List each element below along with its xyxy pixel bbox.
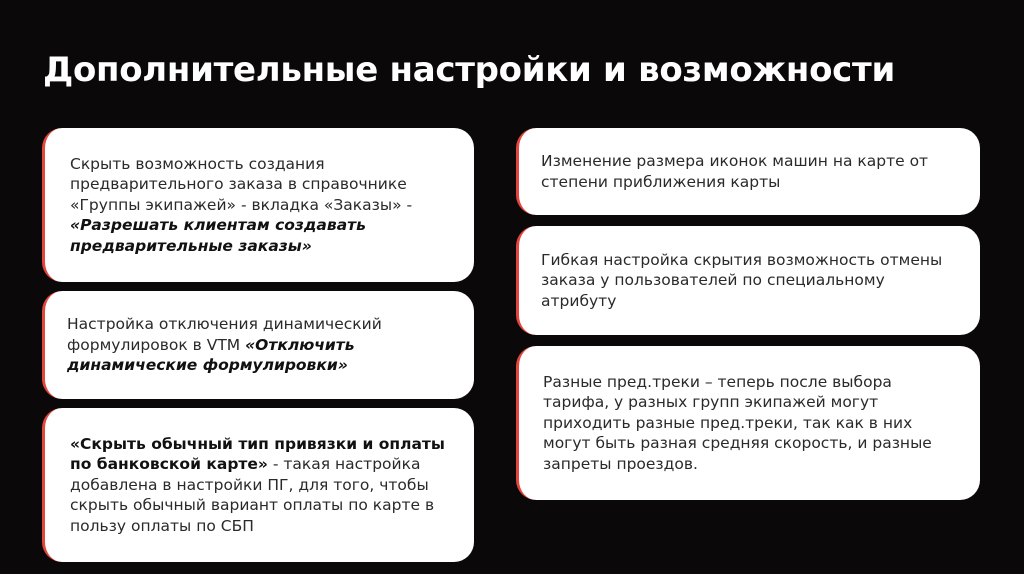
feature-card-cancel-order (516, 226, 980, 335)
feature-description: Скрыть возможность создания предварительного заказа в справочнике «Группы экипажей» - вкладка «Заказы» - (70, 154, 413, 214)
feature-description: Изменение размера иконок машин на карте от степени приближения карты (541, 152, 929, 191)
feature-description: Разные пред.треки – теперь после выбора тарифа, у разных групп экипажей могут приходить разные пред.треки, так как в них могут быть разная средняя скорость, и разные запреты проездов. (543, 372, 932, 473)
feature-setting-name: «Отключить динамические формулировки» (67, 335, 355, 375)
feature-card-preorder (42, 128, 474, 282)
feature-card-text (70, 434, 456, 537)
feature-card-text (70, 154, 456, 257)
feature-setting-name: «Разрешать клиентам создавать предварительные заказы» (70, 216, 366, 255)
page-title: Дополнительные настройки и возможности (43, 50, 895, 90)
feature-description: - такая настройка добавлена в настройки ПГ, для того, чтобы скрыть обычный вариант оплаты по карте в пользу оплаты по СБП (70, 455, 435, 535)
feature-card-map-icons (516, 128, 980, 215)
feature-card-pre-tracks (516, 346, 980, 500)
feature-card-dynamic-wording (42, 291, 474, 399)
feature-setting-name: «Скрыть обычный тип привязки и оплаты по банковской карте» (70, 434, 445, 474)
feature-description: Настройка отключения динамический формулировок в VTM (67, 315, 382, 354)
feature-description: Гибкая настройка скрытия возможность отмены заказа у пользователей по специальному атрибуту (541, 250, 943, 310)
feature-card-text (67, 314, 456, 376)
feature-card-card-payment (42, 408, 474, 562)
